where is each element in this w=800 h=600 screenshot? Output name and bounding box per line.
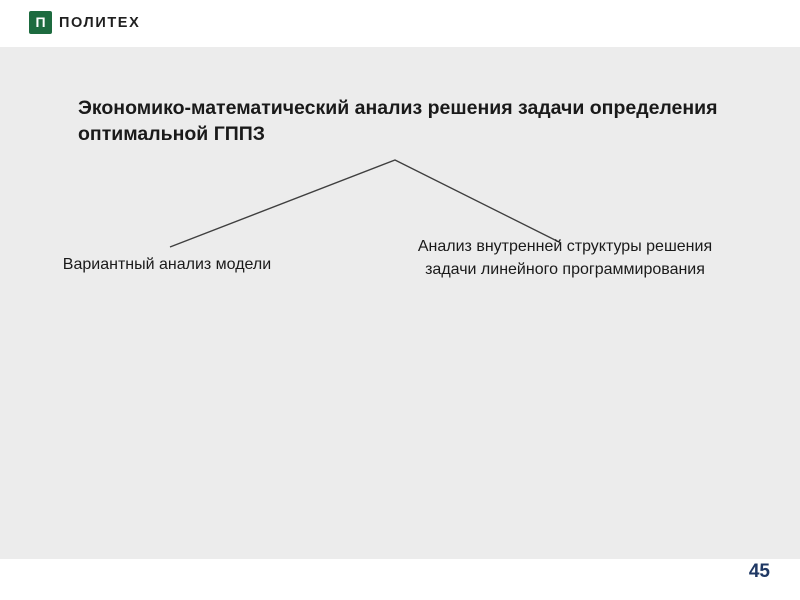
node-internal-structure-analysis: Анализ внутренней структуры решения задачи линейного программирования <box>417 238 713 279</box>
logo-glyph: П <box>35 14 46 30</box>
page-number: 45 <box>748 561 770 582</box>
page-title: Экономико-математический анализ решения задачи определения оптимальной ГППЗ <box>78 97 718 146</box>
node-variant-analysis: Вариантный анализ модели <box>62 256 272 273</box>
logo-wordmark: ПОЛИТЕХ <box>59 14 141 31</box>
